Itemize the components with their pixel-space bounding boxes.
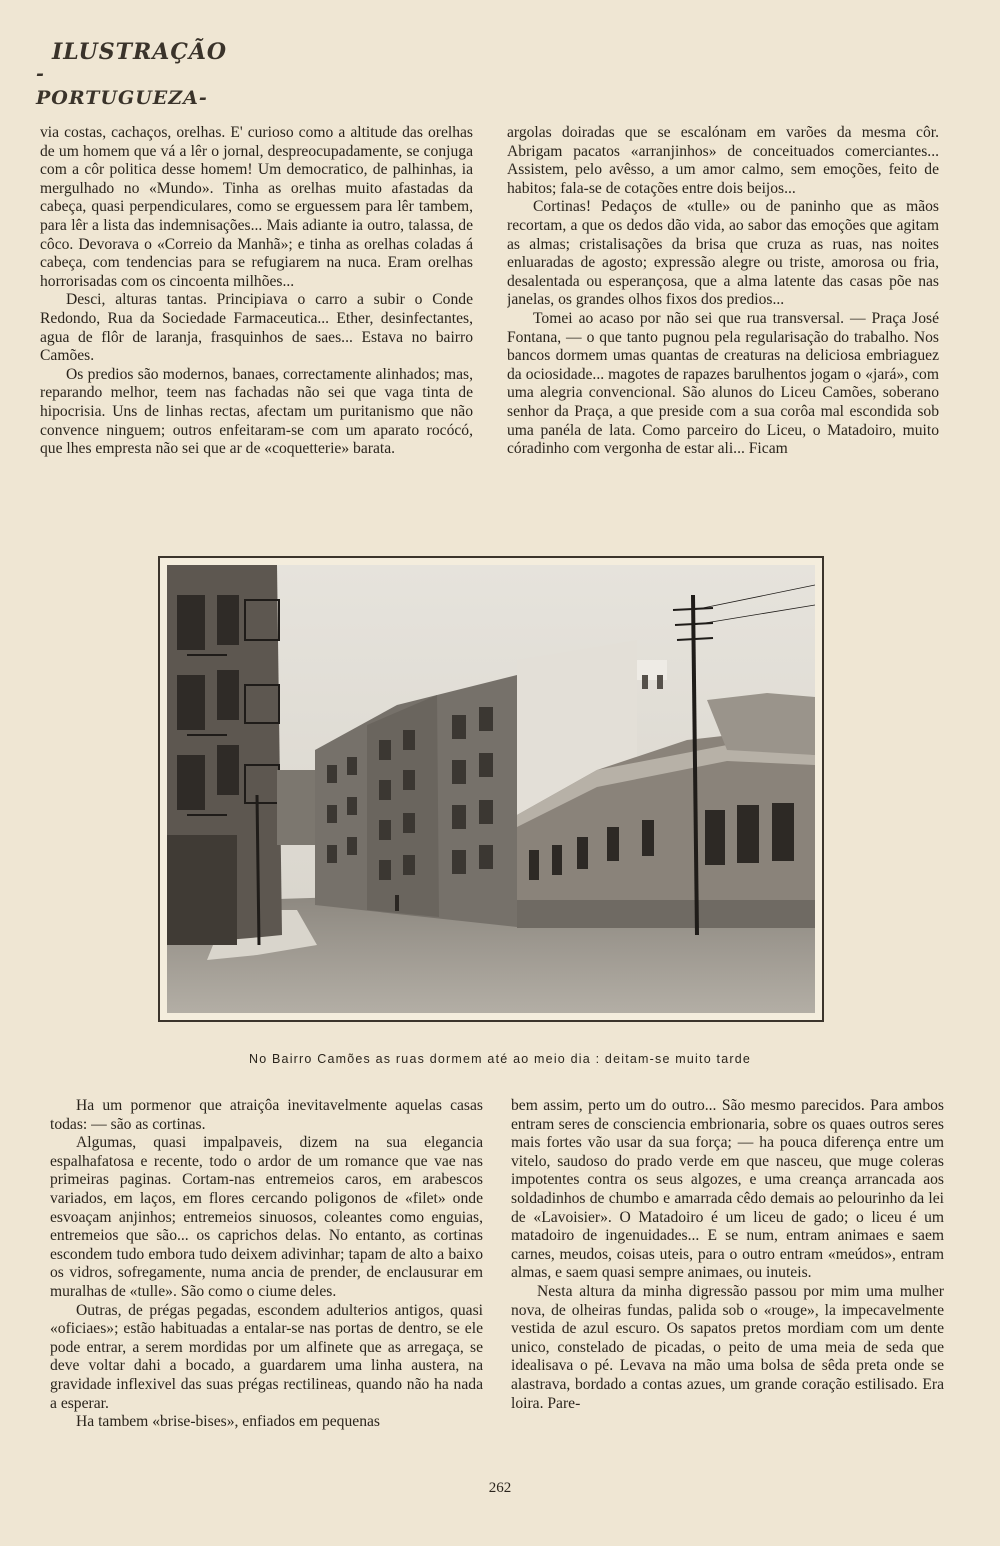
masthead-line-1: ILUSTRAÇÃO [52,39,228,65]
paragraph: argolas doiradas que se escalónam em varões da mesma côr. Abrigam pacatos «arranjinhos» de conceituados comerciantes... Assistem, pelo avêsso, a um amor calmo, sem emoções, feito de habitos; fala-se de cotações entre dois beijos... [507,124,939,197]
paragraph: Algumas, quasi impalpaveis, dizem na sua elegancia espalhafatosa e recente, todo o ardor de um romance que vae nas primeiras paginas. Cortam-nas entremeios caros, em arabescos variados, em laços, em flores cercando poligonos de «filet» onde esvoaçam anjinhos; entremeios sinuosos, coleantes como enguias, entremeios que são... os caprichos delas. No entanto, as cortinas escondem tudo embora tudo deixem adivinhar; tapam de alto a baixo os vidros, sofregamente, numa ancia de prender, de enclausurar em muralhas de «tulle». São como o ciume deles. [50,1134,483,1300]
page-number: 262 [488,1480,512,1496]
paragraph: via costas, cachaços, orelhas. E' curioso como a altitude das orelhas de um homem que vá a lêr o jornal, despreocupadamente, se conjuga com a côr politica desse homem! Um democratico, de palhinhas, ia mergulhado no «Mundo». Tinha as orelhas muito afastadas da cabeça, quasi perpendiculares, como se erguessem para lêr tambem, para lêr a lista das indemnisações... Mais adiante ia outro, talassa, de côco. Devorava o «Correio da Manhã»; e tinha as orelhas coladas á cabeça, com tendencias para se refugiarem na nuca. Eram orelhas horrorisadas com os cincoenta milhões... [40,124,473,290]
paragraph: Cortinas! Pedaços de «tulle» ou de paninho que as mãos recortam, a que os dedos dão vida, ao sabor das emoções que agitam as almas; cristalisações da brisa que cruza as ruas, nas noites enluaradas de agosto; expressão alegre ou triste, amorosa ou fria, desalentada ou esperançosa, que a alma latente das casas põe nas janelas, os grandes olhos fixos dos predios... [507,198,939,309]
paragraph: Nesta altura da minha digressão passou por mim uma mulher nova, de olheiras fundas, palida sob o «rouge», la impecavelmente vestida de azul escuro. Os sapatos pretos mordiam com um dente unico, constelado de picadas, o peito de uma meia de seda que idealisava o pé. Levava na mão uma bolsa de sêda preta onde se alastrava, bordado a contas azues, um grande coração estilisado. Era loira. Pare- [511,1282,944,1412]
street-photograph [167,565,815,1013]
paragraph: Desci, alturas tantas. Principiava o carro a subir o Conde Redondo, Rua da Sociedade Farmaceutica... Ether, desinfectantes, agua de flôr de laranja, frasquinhos de saes... Estava no bairro Camões. [40,291,473,365]
masthead-logo [36,39,228,109]
paragraph: Tomei ao acaso por não sei que rua transversal. — Praça José Fontana, — o que tanto pugnou pela regularisação do trabalho. Nos bancos dormem umas quantas de creaturas na deliciosa embriaguez da ociosidade... magotes de rapazes barulhentos jogam o «jará», com uma alegria convencional. São alunos do Liceu Camões, soberano senhor da Praça, a que preside com a sua corôa mal escondida sob uma panéla de lata. Como parceiro do Liceu, o Matadoiro, muito córadinho com vergonha de estar ali... Ficam [507,309,939,458]
column-top-right [507,124,939,516]
paragraph: Ha um pormenor que atraiçôa inevitavelmente aquelas casas todas: — são as cortinas. [50,1097,483,1133]
column-bottom-right [511,1097,944,1455]
paragraph: Outras, de prégas pegadas, escondem adulterios antigos, quasi «oficiaes»; estão habituadas a entalar-se nas portas de dentro, se ele pode entrar, a serem mordidas por um alfinete que as arregaça, se deve voltar dahi a bocado, a guardarem uma linha austera, na gravidade inflexivel das suas prégas rectilineas, quando não ha nada a esperar. [50,1301,483,1412]
column-bottom-left [50,1097,483,1455]
street-photo-illustration [167,565,815,1013]
photo-frame [158,556,824,1022]
paragraph: Ha tambem «brise-bises», enfiados em pequenas [76,1413,380,1431]
column-top-left [40,124,473,516]
paragraph: Os predios são modernos, banaes, correctamente alinhados; mas, reparando melhor, teem nas fachadas não sei que vaga tinta de hipocrisia. Uns de linhas rectas, afectam um puritanismo que não convence ninguem; outros enfeitaram-se com um aparato rocócó, que lhes empresta não sei que ar de «coquetterie» barata. [40,365,473,458]
photo-caption: No Bairro Camões as ruas dormem até ao meio dia : deitam-se muito tarde [248,1052,752,1066]
masthead-line-2: -PORTUGUEZA- [36,63,208,109]
paragraph: bem assim, perto um do outro... São mesmo parecidos. Para ambos entram seres de consciencia embrionaria, sobre os quaes outros seres mais fortes vão usar da sua força; — ha pouca diferença entre um vitelo, saudoso do prado verde em que nasceu, que muge coleras impotentes contra os seus algozes, e uma creança arrancada aos soldadinhos de chumbo e amarrada cêdo demais ao pelourinho da lei de «Lavoisier». O Matadoiro é um liceu de gado; o liceu é um matadoiro de ingenuidades... E se num, entram animaes e saem carnes, meudos, coisas uteis, para o outro entram «meúdos», entram almas, e saem quasi sempre animaes, ou inuteis. [511,1097,944,1282]
